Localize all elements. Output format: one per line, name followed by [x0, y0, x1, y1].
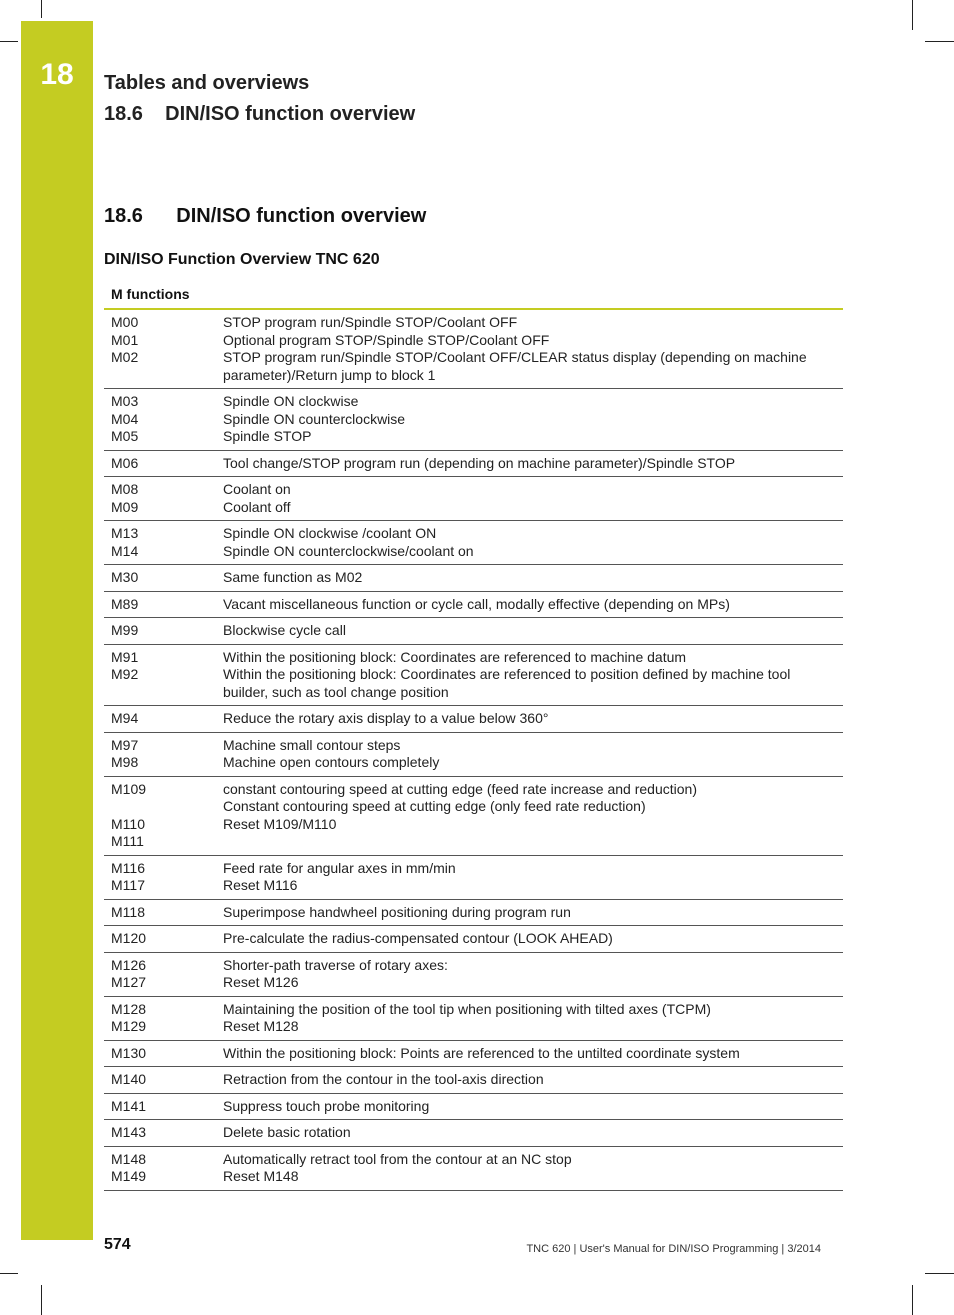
function-code: M140 [111, 1071, 147, 1087]
function-description: Blockwise cycle call [223, 622, 346, 638]
function-description: Constant contouring speed at cutting edge (only feed rate reduction) [223, 798, 646, 814]
table-row [104, 592, 843, 619]
function-codes [104, 455, 223, 473]
function-descriptions [223, 569, 843, 587]
crop-mark [41, 0, 42, 18]
function-codes [104, 1124, 223, 1142]
function-descriptions [223, 314, 843, 384]
running-section-title: 18.6 DIN/ISO function overview [104, 103, 416, 125]
function-descriptions [223, 649, 843, 702]
function-codes [104, 596, 223, 614]
function-code: M09 [111, 498, 139, 515]
function-descriptions [223, 1001, 843, 1036]
function-description: Spindle ON clockwise /coolant ON [223, 525, 437, 541]
table-row [104, 997, 843, 1041]
function-code: M01 [111, 331, 139, 348]
function-code: M127 [111, 974, 147, 990]
function-description: Reset M116 [223, 877, 298, 893]
table-row [104, 521, 843, 565]
function-description: constant contouring speed at cutting edge (feed rate increase and reduction) [223, 780, 697, 797]
function-descriptions [223, 1071, 843, 1089]
table-body [104, 310, 843, 1191]
table-row [104, 565, 843, 592]
function-code: M111 [111, 833, 144, 849]
function-code [111, 367, 223, 385]
function-descriptions [223, 596, 843, 614]
function-description: Superimpose handwheel positioning during program run [223, 903, 571, 920]
function-codes [104, 481, 223, 516]
table-row [104, 1120, 843, 1147]
table-row [104, 856, 843, 900]
function-description: Reset M128 [223, 1018, 299, 1034]
function-description: Reset M109/M110 [223, 815, 337, 832]
function-description: STOP program run/Spindle STOP/Coolant OFF/CLEAR status display (depending on machine [223, 349, 807, 365]
function-code: M05 [111, 428, 139, 444]
function-description: Spindle ON clockwise [223, 393, 359, 409]
function-codes [104, 904, 223, 922]
function-code: M143 [111, 1124, 147, 1140]
function-codes [104, 737, 223, 772]
chapter-number: 18 [40, 58, 74, 91]
function-code: M110 [111, 815, 145, 832]
function-description: Within the positioning block: Points are referenced to the untilted coordinate system [223, 1044, 740, 1061]
crop-mark [0, 41, 18, 42]
function-codes [104, 957, 223, 992]
function-descriptions [223, 481, 843, 516]
function-description: Shorter-path traverse of rotary axes: [223, 956, 448, 973]
function-code: M92 [111, 666, 139, 682]
footer-text: TNC 620 | User's Manual for DIN/ISO Programming | 3/2014 [526, 1243, 821, 1255]
function-code: M94 [111, 710, 139, 726]
function-description: Suppress touch probe monitoring [223, 1097, 430, 1114]
function-descriptions [223, 904, 843, 922]
function-code: M13 [111, 525, 139, 541]
table-row [104, 777, 843, 856]
function-codes [104, 314, 223, 384]
table-row [104, 451, 843, 478]
function-code: M14 [111, 542, 139, 559]
page-number: 574 [104, 1236, 131, 1253]
function-descriptions [223, 622, 843, 640]
function-codes [104, 1001, 223, 1036]
function-code: M30 [111, 569, 139, 585]
function-description: Within the positioning block: Coordinates are referenced to position defined by machine tool [223, 666, 791, 682]
function-descriptions [223, 1151, 843, 1186]
table-row [104, 1067, 843, 1094]
table-row [104, 477, 843, 521]
function-description: Optional program STOP/Spindle STOP/Coolant OFF [223, 331, 550, 348]
function-description: Spindle ON counterclockwise [223, 410, 406, 427]
function-description: Machine open contours completely [223, 754, 440, 770]
function-description: Tool change/STOP program run (depending on machine parameter)/Spindle STOP [223, 454, 736, 471]
function-code: M130 [111, 1044, 147, 1061]
table-row [104, 618, 843, 645]
table-row [104, 1041, 843, 1068]
function-code: M116 [111, 859, 145, 876]
function-codes [104, 1098, 223, 1116]
function-description: Reduce the rotary axis display to a value below 360° [223, 710, 549, 726]
function-code: M97 [111, 736, 139, 753]
function-description: Within the positioning block: Coordinates are referenced to machine datum [223, 648, 687, 665]
function-code: M03 [111, 393, 139, 409]
function-description: Spindle ON counterclockwise/coolant on [223, 542, 474, 559]
section-title: 18.6 DIN/ISO function overview [104, 205, 427, 227]
function-codes [104, 1071, 223, 1089]
crop-mark [925, 1273, 954, 1274]
crop-mark [925, 41, 954, 42]
function-code: M126 [111, 956, 147, 973]
function-descriptions [223, 710, 843, 728]
table-row [104, 389, 843, 451]
function-code: M117 [111, 877, 145, 893]
function-descriptions [223, 525, 843, 560]
function-description: Coolant off [223, 498, 291, 515]
function-codes [104, 525, 223, 560]
function-code: M120 [111, 930, 147, 946]
function-code: M148 [111, 1150, 147, 1167]
function-description: Delete basic rotation [223, 1124, 351, 1140]
function-codes [104, 930, 223, 948]
function-description: Pre-calculate the radius-compensated contour (LOOK AHEAD) [223, 930, 613, 946]
function-codes [104, 622, 223, 640]
function-codes [104, 649, 223, 702]
function-descriptions [223, 1045, 843, 1063]
function-code: M06 [111, 454, 139, 471]
function-description: Spindle STOP [223, 428, 312, 444]
function-description: Automatically retract tool from the contour at an NC stop [223, 1150, 572, 1167]
crop-mark [41, 1285, 42, 1315]
crop-mark [0, 1273, 18, 1274]
function-description: parameter)/Return jump to block 1 [223, 366, 436, 383]
function-description: Retraction from the contour in the tool-axis direction [223, 1071, 544, 1087]
function-code: M141 [111, 1097, 147, 1114]
table-row [104, 706, 843, 733]
function-codes [104, 710, 223, 728]
function-codes [104, 393, 223, 446]
function-descriptions [223, 860, 843, 895]
function-descriptions [223, 455, 843, 473]
table-row [104, 733, 843, 777]
function-description: Vacant miscellaneous function or cycle call, modally effective (depending on MPs) [223, 595, 730, 612]
function-description: Same function as M02 [223, 569, 363, 585]
crop-mark [912, 1285, 913, 1315]
table-row [104, 900, 843, 927]
function-descriptions [223, 1124, 843, 1142]
function-codes [104, 1151, 223, 1186]
table-row [104, 1147, 843, 1191]
chapter-title: Tables and overviews [104, 72, 310, 94]
function-code: M89 [111, 595, 139, 612]
function-code: M129 [111, 1018, 147, 1034]
function-description: Machine small contour steps [223, 736, 401, 753]
function-codes [104, 860, 223, 895]
function-code: M08 [111, 481, 139, 497]
function-description: Feed rate for angular axes in mm/min [223, 859, 456, 876]
function-codes [104, 1045, 223, 1063]
function-codes [104, 569, 223, 587]
function-code: M02 [111, 349, 139, 365]
table-row [104, 645, 843, 707]
function-code: M91 [111, 648, 139, 665]
function-description: Reset M148 [223, 1168, 299, 1184]
section-subtitle: DIN/ISO Function Overview TNC 620 [104, 251, 380, 268]
function-descriptions [223, 781, 843, 851]
function-descriptions [223, 1098, 843, 1116]
function-descriptions [223, 737, 843, 772]
function-code [111, 684, 223, 702]
crop-mark [912, 0, 913, 30]
function-code: M128 [111, 1000, 147, 1017]
function-code [111, 798, 223, 816]
function-description: STOP program run/Spindle STOP/Coolant OFF [223, 314, 518, 330]
table-header: M functions [104, 284, 843, 310]
m-functions-table [104, 284, 843, 1191]
function-code: M118 [111, 903, 145, 920]
table-row [104, 1094, 843, 1121]
function-description: Reset M126 [223, 974, 299, 990]
function-code: M99 [111, 622, 139, 638]
table-row [104, 953, 843, 997]
table-row [104, 310, 843, 389]
function-descriptions [223, 393, 843, 446]
table-row [104, 926, 843, 953]
function-codes [104, 781, 223, 851]
function-descriptions [223, 957, 843, 992]
function-code: M98 [111, 754, 139, 770]
function-description [223, 833, 835, 851]
function-code: M109 [111, 780, 147, 797]
function-code: M00 [111, 314, 139, 330]
function-description: builder, such as tool change position [223, 683, 449, 700]
function-description: Coolant on [223, 481, 291, 497]
function-code: M04 [111, 410, 139, 427]
function-descriptions [223, 930, 843, 948]
function-description: Maintaining the position of the tool tip when positioning with tilted axes (TCPM) [223, 1000, 711, 1017]
chapter-sidebar [21, 21, 93, 1240]
function-code: M149 [111, 1168, 147, 1184]
